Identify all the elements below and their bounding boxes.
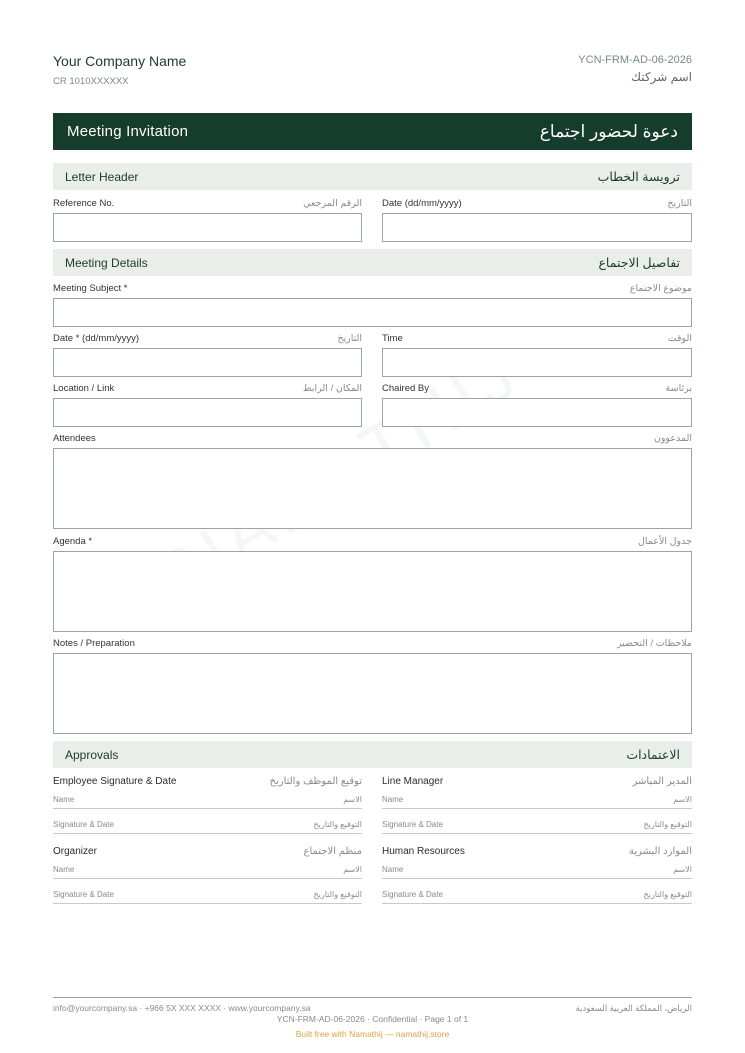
field-label: Location / Link xyxy=(53,383,115,394)
human-resources-name-line[interactable] xyxy=(382,865,692,879)
company-name: Your Company Name xyxy=(53,53,187,69)
signature-date-label-arabic: التوقيع والتاريخ xyxy=(313,890,362,899)
employee-name-line[interactable] xyxy=(53,795,362,809)
employee-signature-line[interactable] xyxy=(53,820,362,834)
section-title: Meeting Details xyxy=(65,255,148,270)
letter-date-input[interactable] xyxy=(382,213,692,242)
signature-date-label: Signature & Date xyxy=(382,820,443,829)
form-title-arabic: دعوة لحضور اجتماع xyxy=(539,121,678,141)
organizer-name-line[interactable] xyxy=(53,865,362,879)
field-label: Time xyxy=(382,333,403,344)
name-label-arabic: الاسم xyxy=(673,865,692,874)
field-label-arabic: موضوع الاجتماع xyxy=(629,283,692,294)
chaired-by-label xyxy=(382,383,692,394)
line-manager-name-line[interactable] xyxy=(382,795,692,809)
field-label-arabic: المدعوون xyxy=(653,433,692,444)
organizer-signature-line[interactable] xyxy=(53,890,362,904)
name-label: Name xyxy=(53,865,75,874)
form-title-band xyxy=(53,113,692,150)
meeting-subject-input[interactable] xyxy=(53,298,692,327)
field-label: Date (dd/mm/yyyy) xyxy=(382,198,462,209)
reference-no-label xyxy=(53,198,362,209)
company-cr-number: CR 1010XXXXXX xyxy=(53,76,129,87)
reference-no-input[interactable] xyxy=(53,213,362,242)
footer-document-meta: YCN-FRM-AD-06-2026 · Confidential · Page 1 of 1 xyxy=(276,1014,469,1024)
section-letter-header xyxy=(53,163,692,190)
human-resources-heading xyxy=(382,846,692,857)
signature-date-label: Signature & Date xyxy=(53,820,114,829)
location-label xyxy=(53,383,362,394)
notes-textarea[interactable] xyxy=(53,653,692,734)
meeting-subject-label xyxy=(53,283,692,294)
document-code: YCN-FRM-AD-06-2026 xyxy=(578,54,692,66)
field-label: Agenda * xyxy=(53,536,93,547)
footer-contact: info@yourcompany.sa · +966 5X XXX XXXX · www.yourcompany.sa xyxy=(53,1003,311,1013)
footer-credit-link[interactable]: Built free with Namathij — namathij.store xyxy=(295,1029,450,1039)
section-title-arabic: ترويسة الخطاب xyxy=(597,170,680,184)
company-name-arabic: اسم شركتك xyxy=(631,70,692,84)
footer-divider xyxy=(53,997,692,998)
meeting-date-input[interactable] xyxy=(53,348,362,377)
field-label: Attendees xyxy=(53,433,96,444)
section-approvals xyxy=(53,741,692,768)
section-title: Approvals xyxy=(65,747,119,762)
section-title-arabic: الاعتمادات xyxy=(626,748,680,762)
line-manager-signature-line[interactable] xyxy=(382,820,692,834)
attendees-textarea[interactable] xyxy=(53,448,692,529)
name-label-arabic: الاسم xyxy=(343,795,362,804)
field-label-arabic: الرقم المرجعي xyxy=(303,198,362,209)
signature-date-label-arabic: التوقيع والتاريخ xyxy=(313,820,362,829)
name-label-arabic: الاسم xyxy=(343,865,362,874)
name-label: Name xyxy=(53,795,75,804)
chaired-by-input[interactable] xyxy=(382,398,692,427)
time-input[interactable] xyxy=(382,348,692,377)
field-label-arabic: برئاسة xyxy=(665,383,692,394)
field-label-arabic: التاريخ xyxy=(667,198,692,209)
field-label-arabic: المكان / الرابط xyxy=(302,383,362,394)
letter-date-label xyxy=(382,198,692,209)
signature-date-label-arabic: التوقيع والتاريخ xyxy=(643,820,692,829)
signature-date-label-arabic: التوقيع والتاريخ xyxy=(643,890,692,899)
signature-date-label: Signature & Date xyxy=(53,890,114,899)
notes-label xyxy=(53,638,692,649)
field-label: Chaired By xyxy=(382,383,429,394)
signature-role: Employee Signature & Date xyxy=(53,776,177,787)
attendees-label xyxy=(53,433,692,444)
field-label-arabic: التاريخ xyxy=(337,333,362,344)
field-label-arabic: ملاحظات / التحضير xyxy=(616,638,692,649)
field-label: Notes / Preparation xyxy=(53,638,135,649)
line-manager-heading xyxy=(382,776,692,787)
agenda-textarea[interactable] xyxy=(53,551,692,632)
signature-date-label: Signature & Date xyxy=(382,890,443,899)
footer-address-arabic: الرياض، المملكة العربية السعودية xyxy=(575,1003,692,1013)
location-input[interactable] xyxy=(53,398,362,427)
field-label: Meeting Subject * xyxy=(53,283,128,294)
section-title: Letter Header xyxy=(65,169,139,184)
signature-role-arabic: الموارد البشرية xyxy=(628,846,692,857)
human-resources-signature-line[interactable] xyxy=(382,890,692,904)
form-title: Meeting Invitation xyxy=(67,123,189,140)
field-label-arabic: جدول الأعمال xyxy=(637,536,692,547)
meeting-date-label xyxy=(53,333,362,344)
field-label: Reference No. xyxy=(53,198,115,209)
field-label-arabic: الوقت xyxy=(667,333,692,344)
employee-signature-heading xyxy=(53,776,362,787)
time-label xyxy=(382,333,692,344)
name-label-arabic: الاسم xyxy=(673,795,692,804)
signature-role-arabic: منظم الاجتماع xyxy=(303,846,362,857)
organizer-heading xyxy=(53,846,362,857)
section-meeting-details xyxy=(53,249,692,276)
signature-role-arabic: المدير المباشر xyxy=(632,776,692,787)
signature-role: Line Manager xyxy=(382,776,444,787)
signature-role-arabic: توقيع الموظف والتاريخ xyxy=(269,776,362,787)
agenda-label xyxy=(53,536,692,547)
name-label: Name xyxy=(382,865,404,874)
signature-role: Organizer xyxy=(53,846,97,857)
field-label: Date * (dd/mm/yyyy) xyxy=(53,333,140,344)
name-label: Name xyxy=(382,795,404,804)
section-title-arabic: تفاصيل الاجتماع xyxy=(598,256,680,270)
signature-role: Human Resources xyxy=(382,846,465,857)
